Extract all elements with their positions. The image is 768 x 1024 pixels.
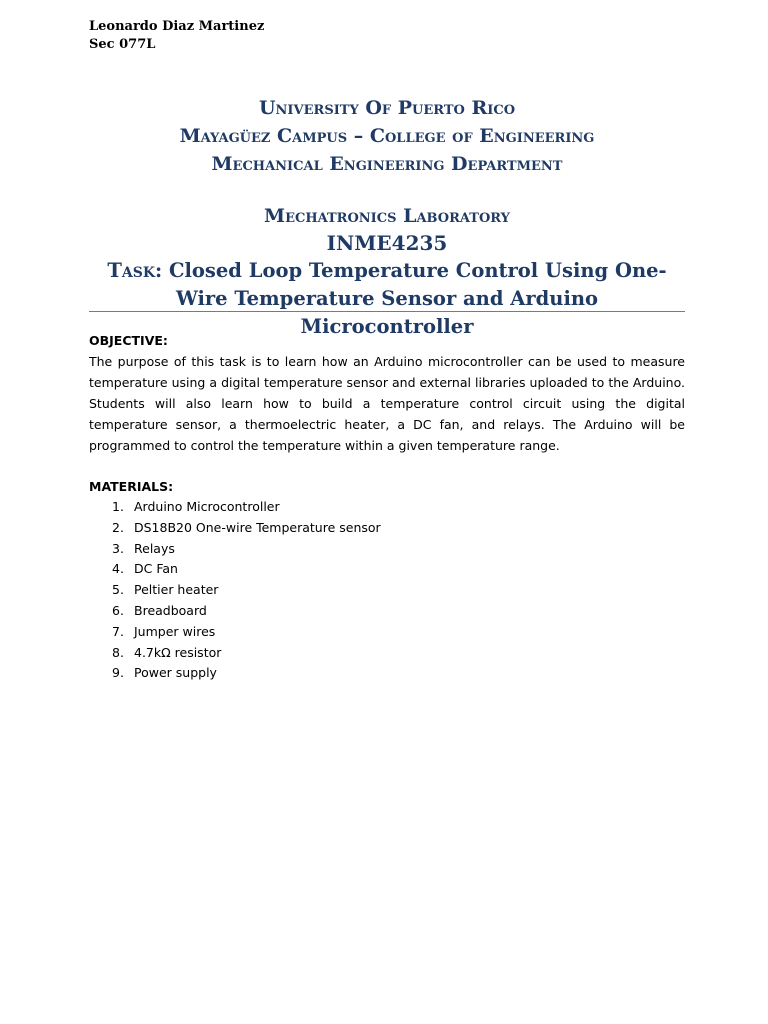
list-item: 8. 4.7kΩ resistor	[89, 643, 685, 664]
list-item: 1. Arduino Microcontroller	[89, 497, 685, 518]
task-prefix: Task:	[107, 259, 163, 282]
list-item: 2. DS18B20 One-wire Temperature sensor	[89, 518, 685, 539]
list-item-label: Relays	[134, 540, 175, 556]
task-title-text: Closed Loop Temperature Control Using One-Wire Temperature Sensor and Arduino Microcontroller	[162, 259, 667, 338]
objective-section	[89, 331, 685, 456]
list-item-label: Power supply	[134, 665, 217, 681]
list-item-label: 4.7kΩ resistor	[134, 644, 222, 660]
institution-header	[89, 94, 685, 178]
task-title	[89, 257, 685, 341]
list-item: 7. Jumper wires	[89, 622, 685, 643]
objective-text: The purpose of this task is to learn how an Arduino microcontroller can be used to measure temperature using a digital temperature sensor and external libraries uploaded to the Arduino. Students will also learn how to build a temperature control circuit using the digital temperature sensor, a thermoelectric heater, a DC fan, and relays. The Arduino will be programmed to control the temperature within a given temperature range.	[89, 354, 685, 453]
list-item: 6. Breadboard	[89, 601, 685, 622]
author-section: Sec 077L	[89, 37, 156, 52]
author-name: Leonardo Diaz Martinez	[89, 19, 265, 34]
list-item-label: Arduino Microcontroller	[134, 499, 280, 514]
list-item-label: DS18B20 One-wire Temperature sensor	[134, 519, 381, 535]
list-item-label: Peltier heater	[134, 582, 219, 598]
list-item: 9. Power supply	[89, 663, 685, 684]
campus-name: Mayagüez Campus – College of Engineering	[179, 125, 595, 147]
materials-list	[89, 497, 685, 684]
materials-heading: MATERIALS:	[89, 479, 174, 494]
university-name: University Of Puerto Rico	[258, 97, 516, 119]
list-item-label: DC Fan	[134, 561, 178, 577]
list-item-label: Jumper wires	[134, 623, 216, 639]
author-block	[89, 18, 264, 54]
objective-heading: OBJECTIVE:	[89, 333, 168, 348]
lab-name: Mechatronics Laboratory	[264, 205, 510, 227]
course-header	[89, 202, 685, 341]
department-name: Mechanical Engineering Department	[211, 153, 563, 175]
course-code: INME4235	[326, 231, 448, 255]
list-item: 4. DC Fan	[89, 559, 685, 580]
list-item: 5. Peltier heater	[89, 580, 685, 601]
materials-section	[89, 477, 685, 684]
list-item: 3. Relays	[89, 539, 685, 560]
list-item-label: Breadboard	[134, 602, 207, 618]
title-divider	[89, 311, 685, 312]
